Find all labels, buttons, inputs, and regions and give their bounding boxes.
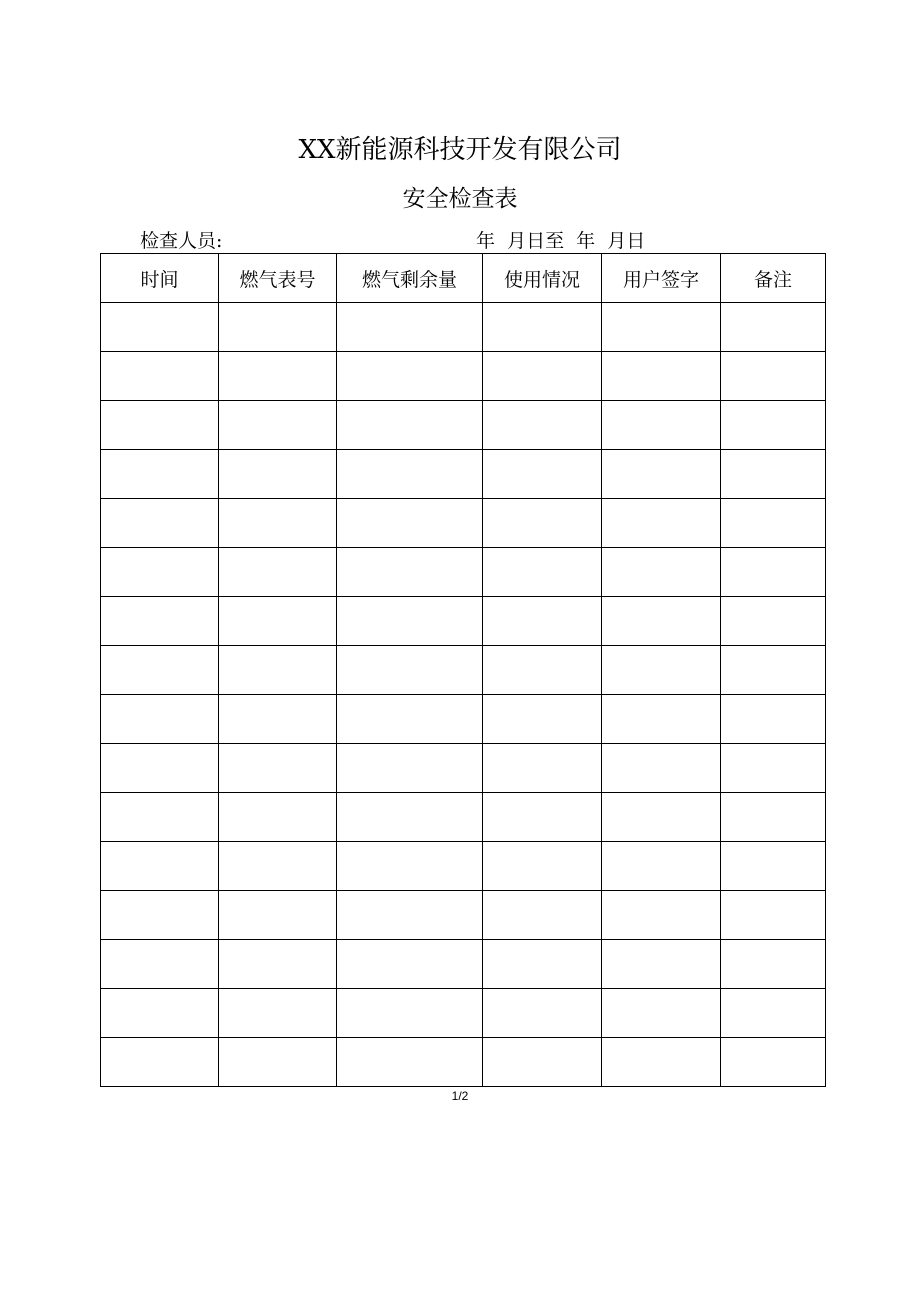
meter-number-cell: [219, 401, 337, 450]
time-cell: [101, 744, 219, 793]
meter-number-cell: [219, 597, 337, 646]
table-body: [101, 303, 826, 1087]
usage-status-cell: [483, 548, 602, 597]
usage-status-cell: [483, 646, 602, 695]
remarks-cell: [721, 597, 826, 646]
table-row: [101, 352, 826, 401]
gas-remaining-cell: [337, 842, 483, 891]
meter-number-cell: [219, 695, 337, 744]
time-cell: [101, 646, 219, 695]
usage-status-cell: [483, 940, 602, 989]
time-cell: [101, 842, 219, 891]
meter-number-cell: [219, 450, 337, 499]
company-title: XX新能源科技开发有限公司: [298, 135, 622, 165]
meter-number-cell: [219, 940, 337, 989]
table-row: [101, 401, 826, 450]
usage-status-cell: [483, 352, 602, 401]
usage-status-cell: [483, 842, 602, 891]
table-row: [101, 303, 826, 352]
meter-number-cell: [219, 352, 337, 401]
remarks-cell: [721, 842, 826, 891]
gas-remaining-cell: [337, 597, 483, 646]
remarks-cell: [721, 303, 826, 352]
inspection-table: [100, 253, 826, 1087]
time-cell: [101, 989, 219, 1038]
usage-status-cell: [483, 695, 602, 744]
remarks-cell: [721, 1038, 826, 1087]
header-gas-remaining: 燃气剩余量: [337, 254, 483, 303]
user-signature-cell: [602, 842, 721, 891]
meter-number-cell: [219, 1038, 337, 1087]
table-row: [101, 548, 826, 597]
user-signature-cell: [602, 646, 721, 695]
time-cell: [101, 597, 219, 646]
user-signature-cell: [602, 450, 721, 499]
remarks-cell: [721, 891, 826, 940]
user-signature-cell: [602, 891, 721, 940]
table-row: [101, 842, 826, 891]
gas-remaining-cell: [337, 891, 483, 940]
remarks-cell: [721, 401, 826, 450]
usage-status-cell: [483, 303, 602, 352]
table-row: [101, 597, 826, 646]
remarks-cell: [721, 695, 826, 744]
gas-remaining-cell: [337, 499, 483, 548]
usage-status-cell: [483, 597, 602, 646]
table-row: [101, 450, 826, 499]
user-signature-cell: [602, 695, 721, 744]
gas-remaining-cell: [337, 940, 483, 989]
gas-remaining-cell: [337, 989, 483, 1038]
user-signature-cell: [602, 597, 721, 646]
meter-number-cell: [219, 989, 337, 1038]
usage-status-cell: [483, 744, 602, 793]
table-row: [101, 646, 826, 695]
table-row: [101, 940, 826, 989]
gas-remaining-cell: [337, 695, 483, 744]
gas-remaining-cell: [337, 548, 483, 597]
meter-number-cell: [219, 646, 337, 695]
meter-number-cell: [219, 842, 337, 891]
header-meter-number: 燃气表号: [219, 254, 337, 303]
time-cell: [101, 303, 219, 352]
remarks-cell: [721, 548, 826, 597]
table-row: [101, 1038, 826, 1087]
header-time: 时间: [101, 254, 219, 303]
remarks-cell: [721, 352, 826, 401]
meter-number-cell: [219, 793, 337, 842]
table-row: [101, 499, 826, 548]
time-cell: [101, 1038, 219, 1087]
time-cell: [101, 401, 219, 450]
page-number: 1/2: [451, 1089, 469, 1103]
time-cell: [101, 352, 219, 401]
user-signature-cell: [602, 744, 721, 793]
table-row: [101, 793, 826, 842]
meter-number-cell: [219, 499, 337, 548]
header-remarks: 备注: [721, 254, 826, 303]
header-usage-status: 使用情况: [483, 254, 602, 303]
gas-remaining-cell: [337, 793, 483, 842]
usage-status-cell: [483, 989, 602, 1038]
table-row: [101, 891, 826, 940]
time-cell: [101, 695, 219, 744]
meter-number-cell: [219, 744, 337, 793]
remarks-cell: [721, 744, 826, 793]
gas-remaining-cell: [337, 646, 483, 695]
gas-remaining-cell: [337, 744, 483, 793]
user-signature-cell: [602, 548, 721, 597]
time-cell: [101, 940, 219, 989]
table-row: [101, 989, 826, 1038]
remarks-cell: [721, 646, 826, 695]
user-signature-cell: [602, 1038, 721, 1087]
usage-status-cell: [483, 891, 602, 940]
time-cell: [101, 450, 219, 499]
time-cell: [101, 793, 219, 842]
time-cell: [101, 891, 219, 940]
usage-status-cell: [483, 450, 602, 499]
table-row: [101, 695, 826, 744]
date-range: 年 月日至 年 月日: [476, 230, 646, 252]
time-cell: [101, 548, 219, 597]
remarks-cell: [721, 499, 826, 548]
header-user-signature: 用户签字: [602, 254, 721, 303]
header-row: [101, 254, 826, 303]
remarks-cell: [721, 450, 826, 499]
user-signature-cell: [602, 352, 721, 401]
gas-remaining-cell: [337, 303, 483, 352]
remarks-cell: [721, 940, 826, 989]
user-signature-cell: [602, 793, 721, 842]
remarks-cell: [721, 989, 826, 1038]
sheet-title: 安全检查表: [402, 186, 518, 212]
meter-number-cell: [219, 303, 337, 352]
user-signature-cell: [602, 989, 721, 1038]
gas-remaining-cell: [337, 450, 483, 499]
table-row: [101, 744, 826, 793]
user-signature-cell: [602, 499, 721, 548]
user-signature-cell: [602, 401, 721, 450]
time-cell: [101, 499, 219, 548]
usage-status-cell: [483, 1038, 602, 1087]
usage-status-cell: [483, 793, 602, 842]
inspector-label: 检查人员:: [140, 230, 223, 252]
remarks-cell: [721, 793, 826, 842]
user-signature-cell: [602, 940, 721, 989]
gas-remaining-cell: [337, 401, 483, 450]
usage-status-cell: [483, 401, 602, 450]
gas-remaining-cell: [337, 352, 483, 401]
meter-number-cell: [219, 548, 337, 597]
meter-number-cell: [219, 891, 337, 940]
user-signature-cell: [602, 303, 721, 352]
usage-status-cell: [483, 499, 602, 548]
gas-remaining-cell: [337, 1038, 483, 1087]
